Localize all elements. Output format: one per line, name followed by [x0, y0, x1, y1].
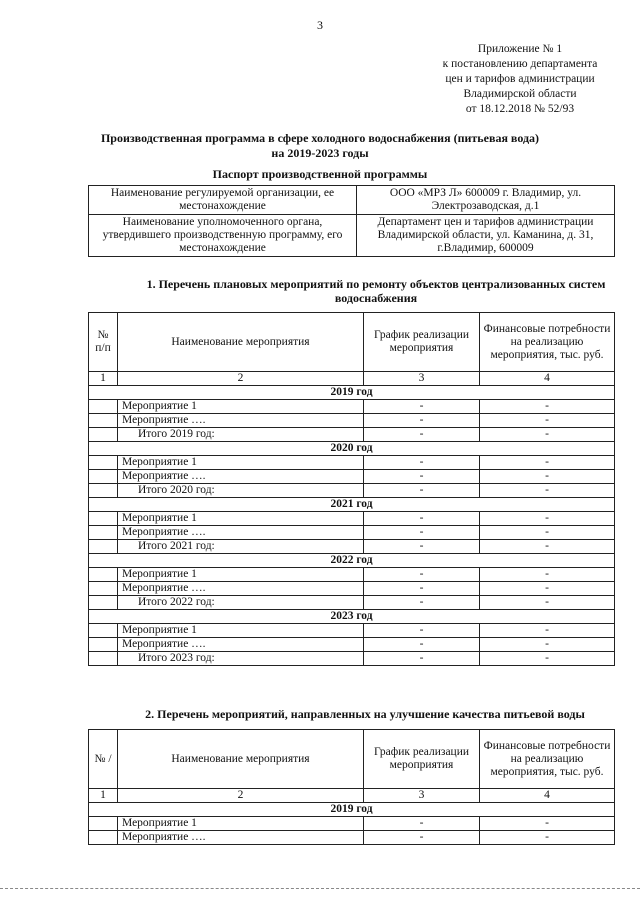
table-row: [89, 456, 615, 470]
passport-row: [89, 215, 615, 257]
row-num: [89, 526, 118, 540]
table-row: [89, 638, 615, 652]
document-title: [60, 131, 580, 161]
row-num: [89, 400, 118, 414]
measure-name: Мероприятие ….: [118, 831, 364, 845]
measure-name: Итого 2023 год:: [118, 652, 364, 666]
finance-value: -: [480, 456, 615, 470]
year-row: [89, 803, 615, 817]
finance-value: -: [480, 428, 615, 442]
schedule-value: -: [364, 652, 480, 666]
column-number: 4: [480, 372, 615, 386]
finance-value: -: [480, 540, 615, 554]
header-name: Наименование мероприятия: [118, 730, 364, 789]
section1-table: [88, 312, 615, 666]
finance-value: -: [480, 817, 615, 831]
header-finance: Финансовые потребности на реализацию мероприятия, тыс. руб.: [480, 730, 615, 789]
section2-table: [88, 729, 615, 845]
appendix-line: цен и тарифов администрации: [445, 73, 595, 85]
finance-value: -: [480, 831, 615, 845]
year-row: [89, 386, 615, 400]
finance-value: -: [480, 568, 615, 582]
row-num: [89, 428, 118, 442]
measure-name: Мероприятие 1: [118, 456, 364, 470]
finance-value: -: [480, 484, 615, 498]
finance-value: -: [480, 400, 615, 414]
finance-value: -: [480, 652, 615, 666]
section1-heading: 1. Перечень плановых мероприятий по ремонту объектов централизованных систем водоснабжения: [146, 277, 606, 305]
finance-value: -: [480, 638, 615, 652]
finance-value: -: [480, 624, 615, 638]
schedule-value: -: [364, 428, 480, 442]
table-row: [89, 400, 615, 414]
measure-name: Мероприятие 1: [118, 624, 364, 638]
appendix-block: [420, 42, 620, 117]
total-row: [89, 484, 615, 498]
schedule-value: -: [364, 831, 480, 845]
header-finance: Финансовые потребности на реализацию мероприятия, тыс. руб.: [480, 313, 615, 372]
total-row: [89, 428, 615, 442]
finance-value: -: [480, 470, 615, 484]
table-row: [89, 470, 615, 484]
year-row: [89, 554, 615, 568]
measure-name: Итого 2022 год:: [118, 596, 364, 610]
passport-row: [89, 186, 615, 215]
table-row: [89, 582, 615, 596]
total-row: [89, 596, 615, 610]
column-number: 3: [364, 789, 480, 803]
year-row: [89, 498, 615, 512]
schedule-value: -: [364, 568, 480, 582]
schedule-value: -: [364, 470, 480, 484]
year-row: [89, 610, 615, 624]
table-row: [89, 414, 615, 428]
header-schedule: График реализации мероприятия: [364, 730, 480, 789]
page-number: 3: [317, 18, 323, 32]
row-num: [89, 652, 118, 666]
header-schedule: График реализации мероприятия: [364, 313, 480, 372]
finance-value: -: [480, 526, 615, 540]
column-number: 4: [480, 789, 615, 803]
appendix-line: от 18.12.2018 № 52/93: [465, 103, 575, 115]
row-num: [89, 624, 118, 638]
header-num: № п/п: [89, 313, 118, 372]
measure-name: Мероприятие 1: [118, 512, 364, 526]
schedule-value: -: [364, 414, 480, 428]
page-footer-divider: [0, 888, 640, 889]
row-num: [89, 596, 118, 610]
column-number: 1: [89, 372, 118, 386]
header-name: Наименование мероприятия: [118, 313, 364, 372]
column-number-row: [89, 789, 615, 803]
table-header-row: [89, 730, 615, 789]
table-row: [89, 624, 615, 638]
row-num: [89, 582, 118, 596]
passport-label: Наименование регулируемой организации, ее местонахождение: [89, 186, 357, 215]
year-label: 2022 год: [89, 554, 615, 568]
finance-value: -: [480, 596, 615, 610]
schedule-value: -: [364, 512, 480, 526]
section2-heading: 2. Перечень мероприятий, направленных на улучшение качества питьевой воды: [145, 707, 585, 721]
schedule-value: -: [364, 484, 480, 498]
table-row: [89, 817, 615, 831]
column-number-row: [89, 372, 615, 386]
finance-value: -: [480, 414, 615, 428]
schedule-value: -: [364, 540, 480, 554]
row-num: [89, 568, 118, 582]
row-num: [89, 484, 118, 498]
measure-name: Мероприятие 1: [118, 400, 364, 414]
schedule-value: -: [364, 596, 480, 610]
row-num: [89, 638, 118, 652]
total-row: [89, 540, 615, 554]
title-line: на 2019-2023 годы: [271, 146, 369, 160]
table-row: [89, 512, 615, 526]
row-num: [89, 456, 118, 470]
measure-name: Мероприятие ….: [118, 582, 364, 596]
measure-name: Мероприятие 1: [118, 568, 364, 582]
year-label: 2023 год: [89, 610, 615, 624]
table-row: [89, 568, 615, 582]
measure-name: Мероприятие ….: [118, 414, 364, 428]
total-row: [89, 652, 615, 666]
title-line: Производственная программа в сфере холодного водоснабжения (питьевая вода): [100, 131, 540, 145]
row-num: [89, 512, 118, 526]
measure-name: Мероприятие ….: [118, 638, 364, 652]
schedule-value: -: [364, 456, 480, 470]
appendix-line: Приложение № 1: [477, 43, 563, 55]
table-row: [89, 526, 615, 540]
year-label: 2021 год: [89, 498, 615, 512]
schedule-value: -: [364, 400, 480, 414]
appendix-line: Владимирской области: [463, 88, 577, 100]
table-header-row: [89, 313, 615, 372]
finance-value: -: [480, 582, 615, 596]
schedule-value: -: [364, 526, 480, 540]
column-number: 1: [89, 789, 118, 803]
passport-label: Наименование уполномоченного органа, утвердившего производственную программу, его местонахождение: [89, 215, 357, 257]
measure-name: Итого 2019 год:: [118, 428, 364, 442]
row-num: [89, 470, 118, 484]
schedule-value: -: [364, 624, 480, 638]
passport-table: [88, 185, 615, 257]
column-number: 2: [118, 789, 364, 803]
measure-name: Мероприятие 1: [118, 817, 364, 831]
finance-value: -: [480, 512, 615, 526]
passport-value: ООО «МРЗ Л» 600009 г. Владимир, ул. Электрозаводская, д.1: [357, 186, 615, 215]
year-label: 2020 год: [89, 442, 615, 456]
column-number: 2: [118, 372, 364, 386]
header-num: № /: [89, 730, 118, 789]
schedule-value: -: [364, 582, 480, 596]
measure-name: Итого 2020 год:: [118, 484, 364, 498]
passport-value: Департамент цен и тарифов администрации Владимирской области, ул. Каманина, д. 31, г.Владимир, 600009: [357, 215, 615, 257]
year-row: [89, 442, 615, 456]
passport-title: Паспорт производственной программы: [212, 167, 428, 181]
measure-name: Мероприятие ….: [118, 526, 364, 540]
measure-name: Итого 2021 год:: [118, 540, 364, 554]
row-num: [89, 414, 118, 428]
row-num: [89, 817, 118, 831]
schedule-value: -: [364, 638, 480, 652]
table-row: [89, 831, 615, 845]
year-label: 2019 год: [89, 803, 615, 817]
schedule-value: -: [364, 817, 480, 831]
row-num: [89, 540, 118, 554]
appendix-line: к постановлению департамента: [442, 58, 598, 70]
column-number: 3: [364, 372, 480, 386]
row-num: [89, 831, 118, 845]
measure-name: Мероприятие ….: [118, 470, 364, 484]
year-label: 2019 год: [89, 386, 615, 400]
